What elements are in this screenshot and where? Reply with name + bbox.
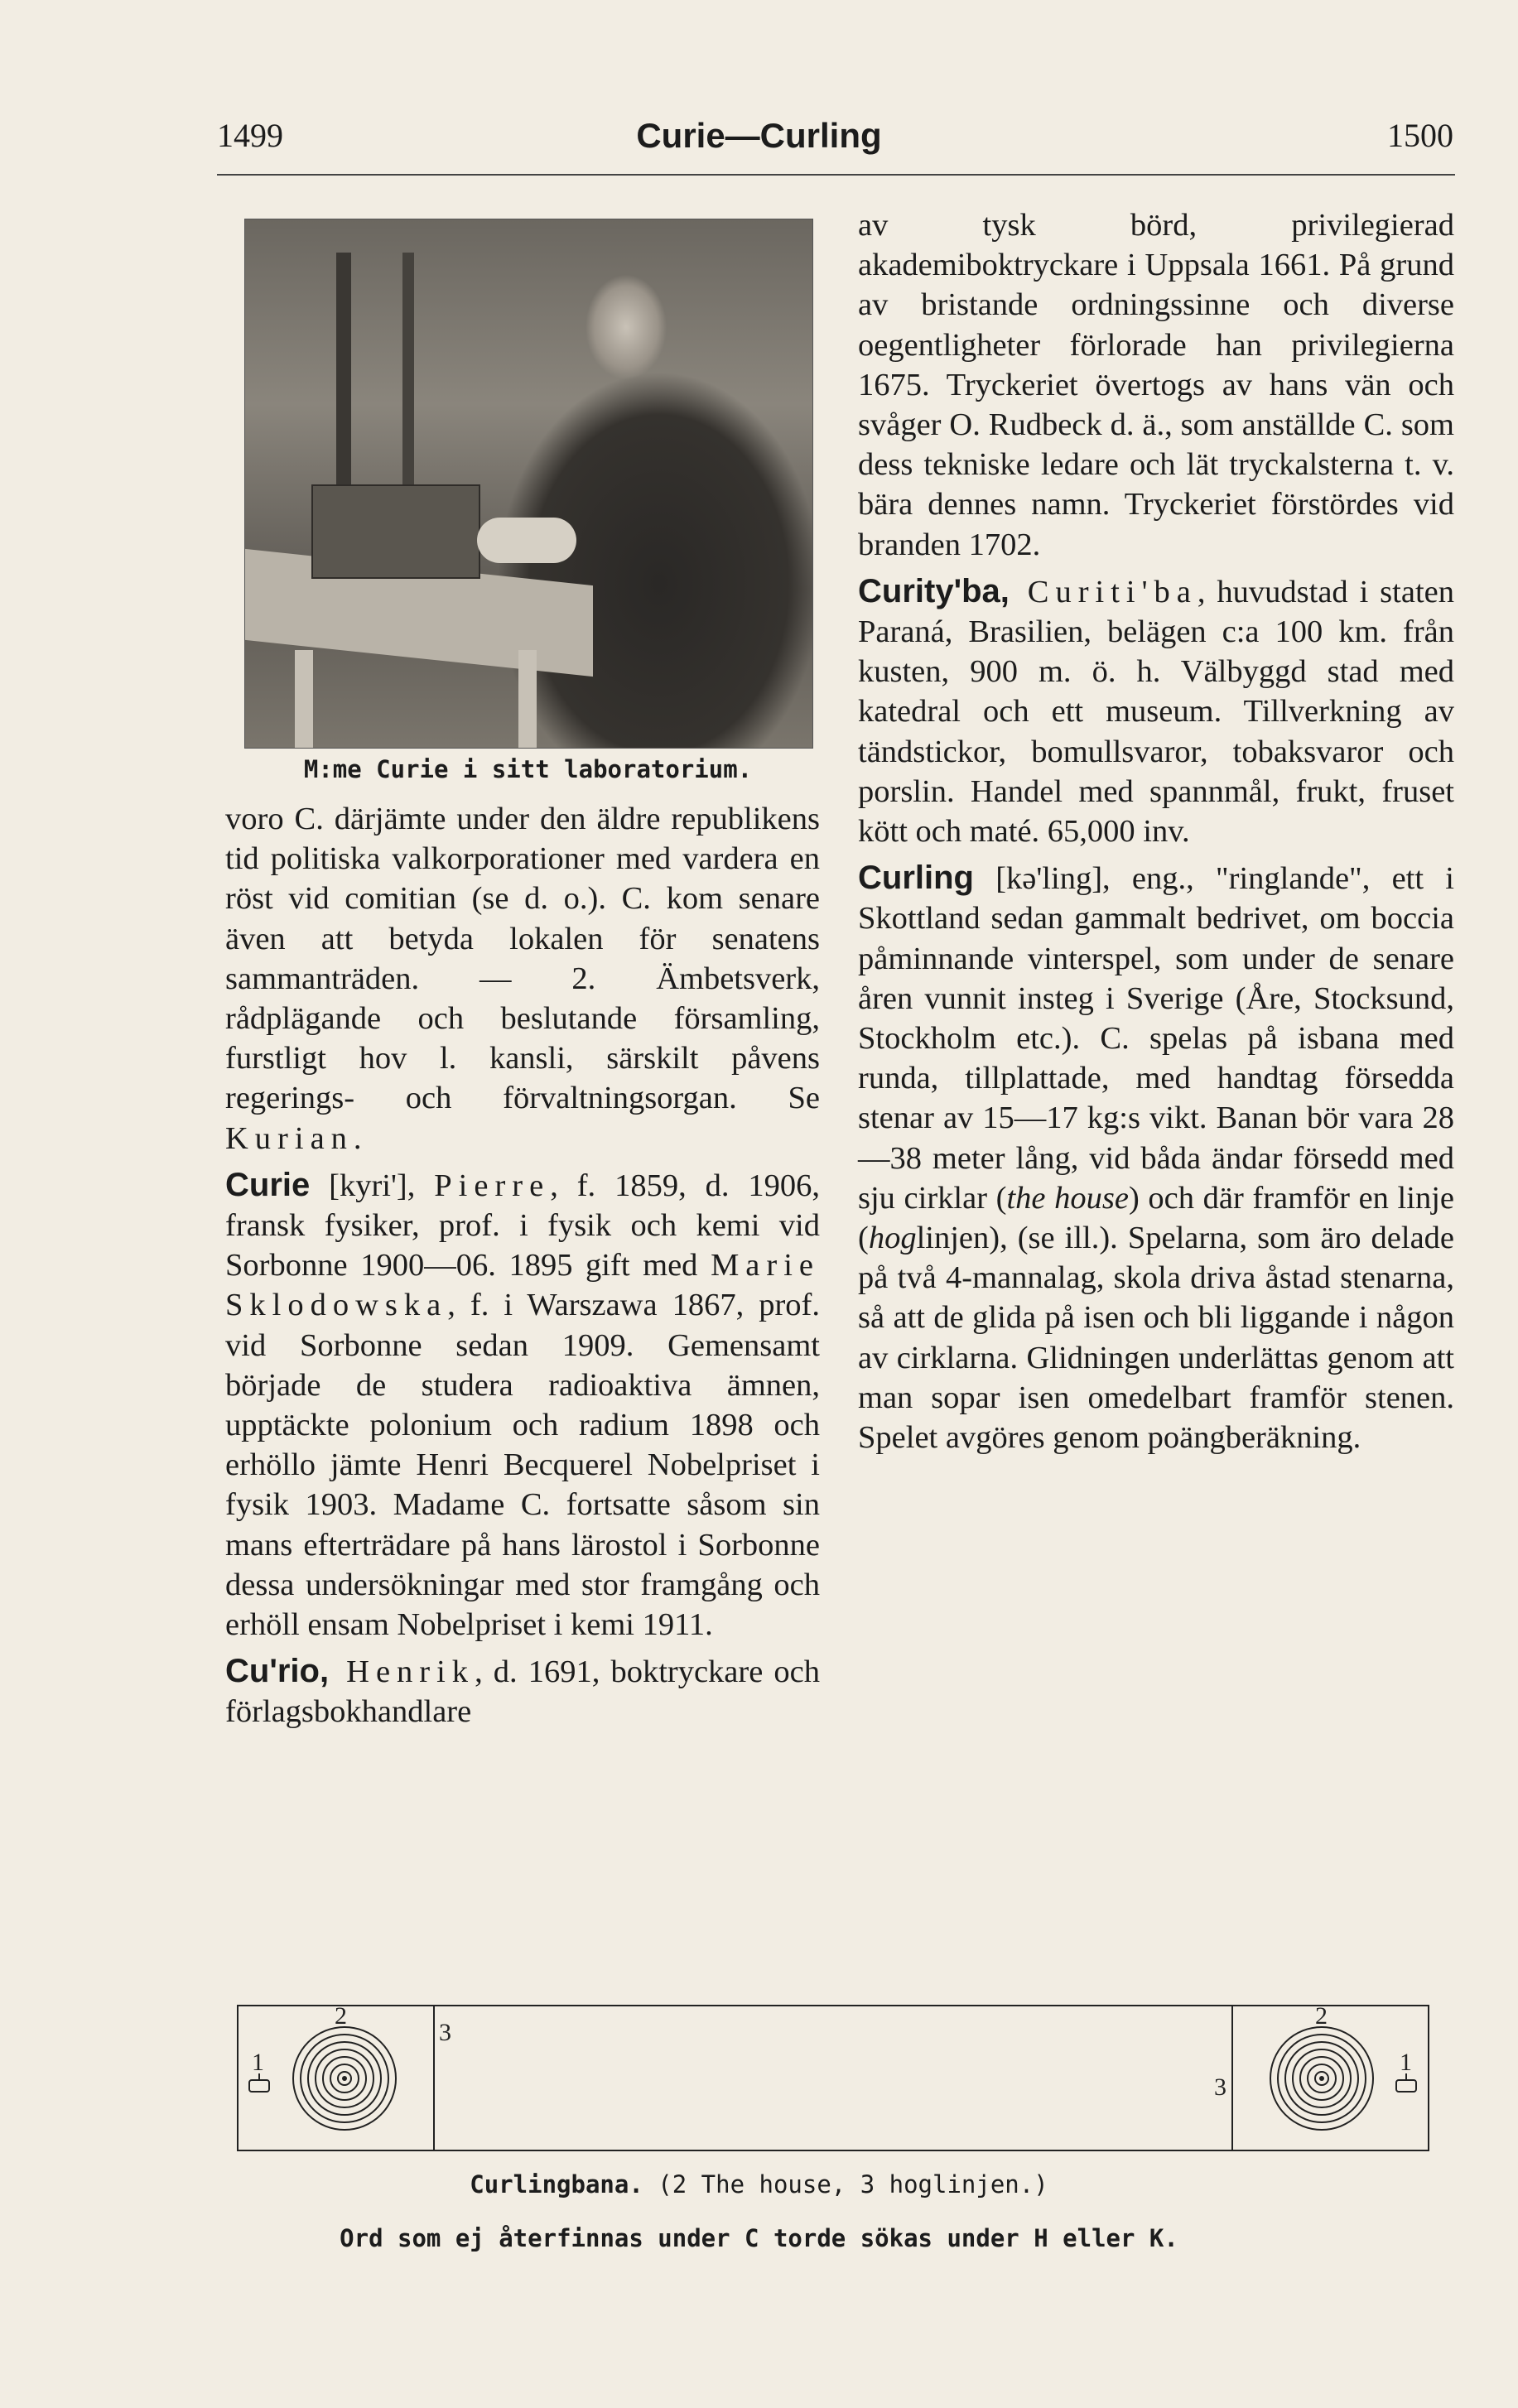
entry-text: , d. 1691, boktryckare och förlagsbokhandlare bbox=[225, 1654, 820, 1730]
entry-curio-continued: av tysk börd, privilegierad akademiboktryckare i Uppsala 1661. På grund av bristande ordningssinne och diverse oegentligheter förlorade han privilegierna 1675. Tryckeriet övertogs av hans vän och svåger O. Rudbeck d. ä., som anställde C. som dess tekniske ledare och lät tryckalsterna t. v. bära dennes namn. Tryckeriet förstördes vid branden 1702. bbox=[858, 208, 1454, 562]
curling-stone-right-icon bbox=[1396, 2073, 1416, 2092]
curling-stone-left-icon bbox=[249, 2073, 269, 2092]
spaced-name: Marie Sklodowska bbox=[225, 1248, 820, 1323]
photo-table-leg bbox=[518, 650, 537, 749]
rink-outline bbox=[238, 2006, 1429, 2150]
entry-text: voro C. därjämte under den äldre republikens tid politiska valkorporationer med vardera en röst vid comitian (se d. o.). C. kom senare även att betyda lokalen för senatens sammanträden. — 2. Ämbetsverk, rådplägande och beslutande församling, furstligt hov l. kansli, särskilt påvens regerings- och förvaltningsorgan. Se bbox=[225, 802, 820, 1116]
header-rule bbox=[217, 174, 1455, 176]
headword: Cu'rio, bbox=[225, 1653, 330, 1690]
page-number-right: 1500 bbox=[1387, 117, 1453, 154]
label-stone-right: 1 bbox=[1400, 2049, 1412, 2076]
spaced-name: Henrik bbox=[329, 1654, 475, 1690]
diagram-caption-text: (2 The house, 3 hoglinjen.) bbox=[643, 2170, 1048, 2199]
italic-term: the house bbox=[1006, 1180, 1129, 1216]
entry-curityba bbox=[858, 571, 1454, 851]
entry-text: ) och där framför en linje ( bbox=[858, 1180, 1454, 1256]
running-title: Curie—Curling bbox=[636, 116, 882, 155]
right-column bbox=[858, 205, 1454, 1457]
entry-curling bbox=[858, 858, 1454, 1457]
entry-text: linjen), (se ill.). Spelarna, som äro delade på två 4-mannalag, skola driva åstad stenarna, så att de glida på isen och bli liggande i någon av cirklarna. Glidningen underlättas genom att man sopar isen omedelbart framför stenen. Spelet avgöres genom poängberäkning. bbox=[858, 1221, 1454, 1456]
curling-rink-diagram bbox=[237, 1997, 1429, 2163]
entry-text: , huvudstad i staten Paraná, Brasilien, belägen c:a 100 km. från kusten, 900 m. ö. h. Välbyggd stad med katedral och ett museum. Tillverkning av tändstickor, bomullsvaror, tobaksvaror och porslin. Handel med spannmål, frukt, fruset kött och maté. 65,000 inv. bbox=[858, 574, 1454, 850]
curie-laboratory-photo bbox=[244, 219, 813, 749]
headword: Curie bbox=[225, 1166, 311, 1203]
tee-right bbox=[1319, 2076, 1324, 2081]
label-house-right: 2 bbox=[1315, 2002, 1328, 2030]
left-column bbox=[225, 799, 820, 1732]
label-house-left: 2 bbox=[335, 2002, 347, 2030]
label-hogline-right: 3 bbox=[1214, 2073, 1226, 2101]
cross-reference: Kurian. bbox=[225, 1120, 369, 1156]
photo-hands bbox=[477, 518, 576, 563]
entry-kuria-continued bbox=[225, 799, 820, 1158]
entry-text: , f. i Warszawa 1867, prof. vid Sorbonne sedan 1909. Gemensamt började de studera radioaktiva ämnen, upptäckte polonium och radium 1898 och erhöllo jämte Henri Becquerel Nobelpriset i fysik 1903. Madame C. fortsatte såsom sin mans efterträdare på hans lärostol i Sorbonne dessa undersökningar med stor framgång och erhöll ensam Nobelpriset i kemi 1911. bbox=[225, 1288, 820, 1643]
diagram-caption bbox=[0, 2170, 1518, 2199]
headword: Curling bbox=[858, 860, 974, 897]
photo-caption: M:me Curie i sitt laboratorium. bbox=[303, 755, 753, 783]
page-number-left: 1499 bbox=[217, 117, 283, 154]
label-hogline-left: 3 bbox=[439, 2019, 451, 2046]
italic-term: hog bbox=[868, 1221, 917, 1256]
entry-curie bbox=[225, 1165, 820, 1645]
spaced-name: Pierre bbox=[434, 1168, 551, 1203]
photo-instrument-box bbox=[311, 484, 480, 579]
entry-text: , f. 1859, d. 1906, fransk fysiker, prof. i fysik och kemi vid Sorbonne 1900—06. 1895 gift med bbox=[225, 1168, 820, 1283]
label-stone-left: 1 bbox=[252, 2049, 264, 2076]
tee-left bbox=[342, 2076, 347, 2081]
page-footer-note: Ord som ej återfinnas under C torde sökas under H eller K. bbox=[340, 2224, 1178, 2252]
entry-text: [kə'ling], eng., "ringlande", ett i Skottland sedan gammalt bedrivet, om boccia påminnande vinterspel, som under de senare åren vunnit insteg i Sverige (Åre, Stocksund, Stockholm etc.). C. spelas på isbana med runda, tillplattade, med handtag försedda stenar av 15—17 kg:s vikt. Banan bör vara 28—38 meter lång, vid båda ändar försedd med sju cirklar ( bbox=[858, 861, 1454, 1216]
entry-curio bbox=[225, 1651, 820, 1731]
entry-text: [kyri'], bbox=[310, 1168, 435, 1203]
photo-table-leg bbox=[295, 650, 313, 749]
diagram-caption-title: Curlingbana. bbox=[470, 2170, 643, 2199]
headword: Curity'ba, bbox=[858, 572, 1010, 609]
spaced-name: Curiti'ba bbox=[1009, 574, 1198, 609]
